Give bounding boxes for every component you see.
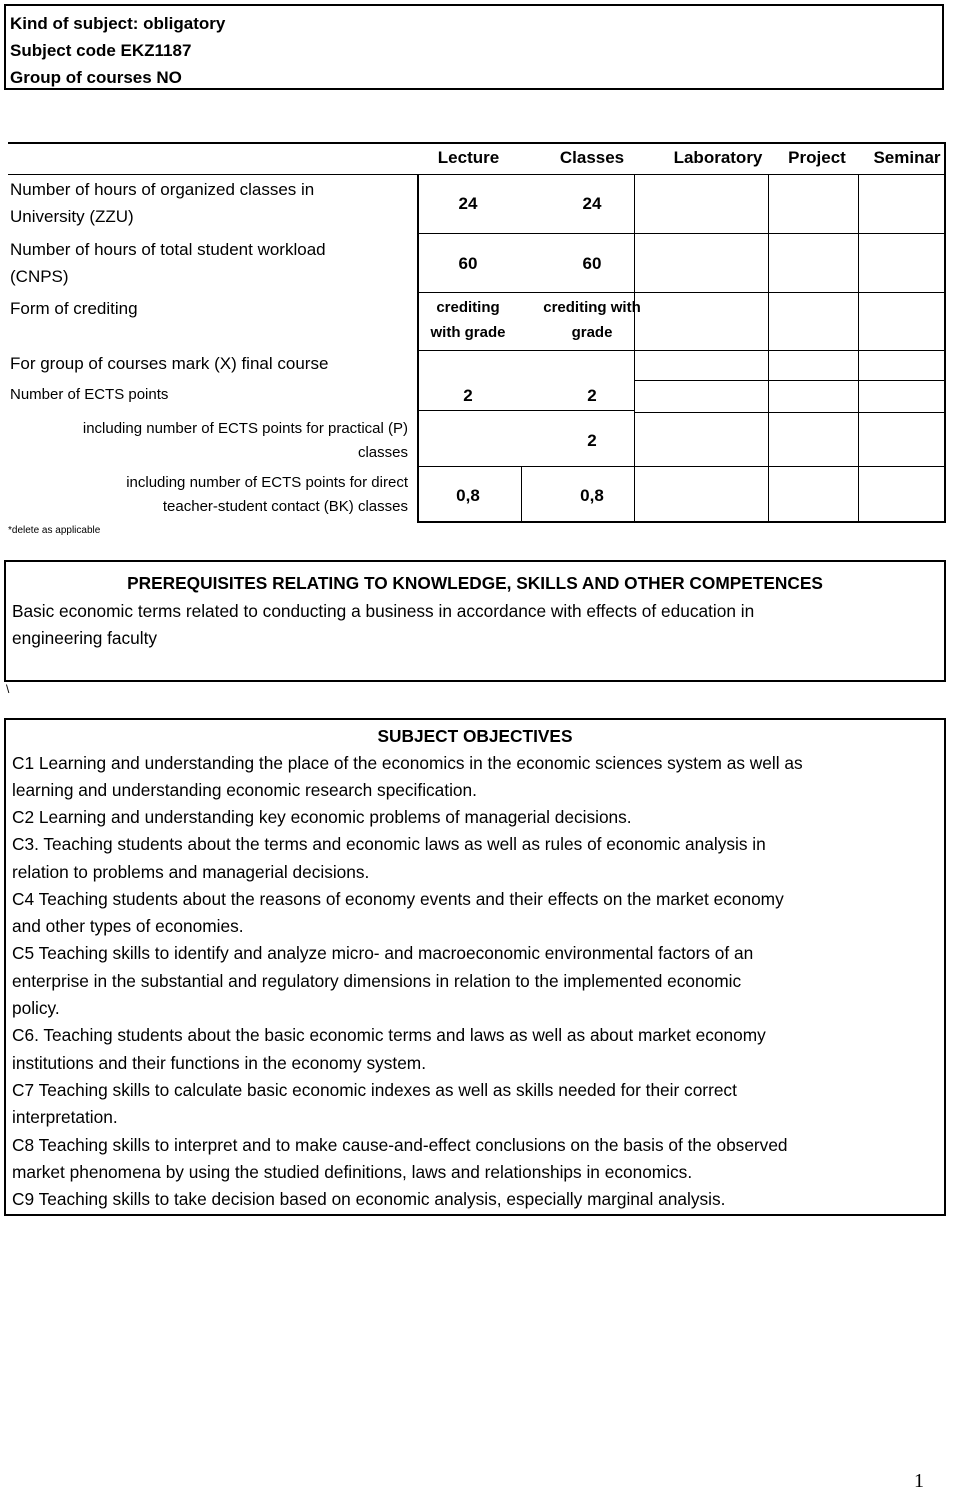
direct-classes: 0,8 — [580, 486, 604, 505]
objective-line: C6. Teaching students about the basic economic terms and laws as well as about market economy — [12, 1025, 766, 1045]
col-laboratory: Laboratory — [673, 148, 763, 167]
cnps-classes: 60 — [582, 254, 602, 273]
subject-code: Subject code EKZ1187 — [10, 41, 192, 60]
objective-line: C8 Teaching skills to interpret and to make cause-and-effect conclusions on the basis of the observed — [12, 1135, 788, 1155]
objective-line: C4 Teaching students about the reasons of economy events and their effects on the market economy — [12, 889, 784, 909]
form-lecture-2: with grade — [430, 324, 506, 341]
row-zzu-label: Number of hours of organized classes in — [10, 180, 315, 199]
ects-classes: 2 — [587, 386, 597, 405]
ects-lecture: 2 — [463, 386, 473, 405]
row-group-mark-label: For group of courses mark (X) final course — [10, 354, 329, 373]
objective-line: enterprise in the substantial and regulatory dimensions in relation to the implemented economic — [12, 971, 742, 991]
objective-line: C2 Learning and understanding key economic problems of managerial decisions. — [12, 807, 632, 827]
cnps-lecture: 60 — [458, 254, 478, 273]
objective-line: C5 Teaching skills to identify and analyze micro- and macroeconomic environmental factors of an — [12, 943, 754, 963]
footnote: *delete as applicable — [8, 525, 101, 536]
objective-line: relation to problems and managerial decisions. — [12, 862, 370, 882]
row-practical-label: including number of ECTS points for practical (P) — [82, 420, 408, 437]
objective-line: interpretation. — [12, 1107, 118, 1127]
row-direct-label-2: teacher-student contact (BK) classes — [162, 498, 408, 515]
objectives-title: SUBJECT OBJECTIVES — [377, 726, 573, 746]
col-seminar: Seminar — [873, 148, 941, 167]
form-lecture-1: crediting — [436, 299, 500, 316]
col-lecture: Lecture — [437, 148, 500, 167]
col-project: Project — [788, 148, 846, 167]
prerequisites-line: Basic economic terms related to conducting a business in accordance with effects of education in — [12, 601, 755, 621]
form-classes-1: crediting with — [543, 299, 641, 316]
practical-classes: 2 — [587, 431, 597, 450]
col-classes: Classes — [559, 148, 625, 167]
prerequisites-title: PREREQUISITES RELATING TO KNOWLEDGE, SKILLS AND OTHER COMPETENCES — [127, 573, 823, 593]
objective-line: C9 Teaching skills to take decision based on economic analysis, especially marginal analysis. — [12, 1189, 726, 1209]
zzu-classes: 24 — [582, 194, 602, 213]
objective-line: market phenomena by using the studied definitions, laws and relationships in economics. — [12, 1162, 693, 1182]
group-of-courses: Group of courses NO — [10, 68, 182, 87]
objective-line: policy. — [12, 998, 60, 1018]
row-cnps-label-2: (CNPS) — [10, 267, 69, 286]
objective-line: C1 Learning and understanding the place of the economics in the economic sciences system as well as — [12, 753, 803, 773]
form-classes-2: grade — [571, 324, 613, 341]
objective-line: and other types of economies. — [12, 916, 244, 936]
backslash-mark: \ — [6, 682, 10, 696]
page-number: 1 — [914, 1470, 924, 1492]
row-practical-label-2: classes — [357, 444, 408, 461]
zzu-lecture: 24 — [458, 194, 478, 213]
objective-line: C7 Teaching skills to calculate basic economic indexes as well as skills needed for their correct — [12, 1080, 737, 1100]
direct-lecture: 0,8 — [456, 486, 480, 505]
row-cnps-label: Number of hours of total student workload — [10, 240, 326, 259]
objectives-box — [4, 718, 946, 1216]
row-direct-label: including number of ECTS points for direct — [126, 474, 408, 491]
prerequisites-line: engineering faculty — [12, 628, 158, 648]
hours-table — [0, 0, 960, 545]
kind-of-subject: Kind of subject: obligatory — [10, 14, 226, 33]
objective-line: institutions and their functions in the economy system. — [12, 1053, 426, 1073]
row-form-label: Form of crediting — [10, 299, 138, 318]
objective-line: C3. Teaching students about the terms and economic laws as well as rules of economic analysis in — [12, 834, 766, 854]
objective-line: learning and understanding economic research specification. — [12, 780, 477, 800]
prerequisites-box — [4, 560, 946, 682]
row-zzu-label-2: University (ZZU) — [10, 207, 134, 226]
row-ects-label: Number of ECTS points — [10, 386, 169, 403]
